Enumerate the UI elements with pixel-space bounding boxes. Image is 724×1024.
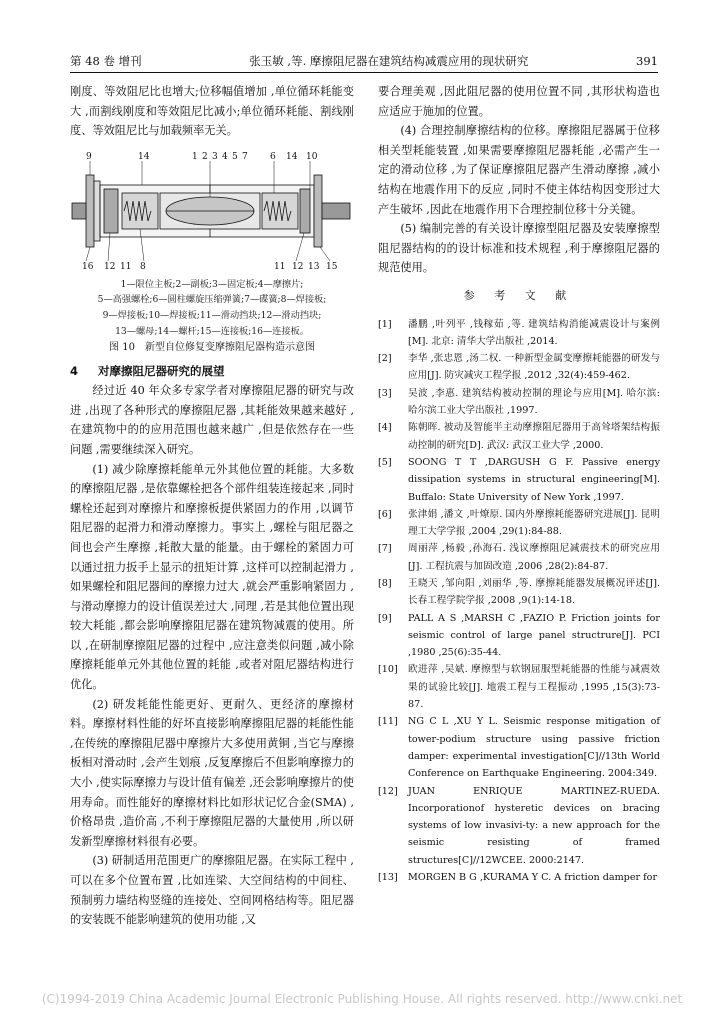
label-top-10: 10	[306, 151, 318, 162]
left-column	[70, 82, 354, 930]
reference-text: 王晓天 ,邹向阳 ,刘丽华 ,等. 摩擦耗能器发展概况评述[J]. 长春工程学院学报 ,2008 ,9(1):14-18.	[408, 577, 660, 607]
reference-number: [4]	[378, 422, 392, 434]
intro-paragraph: 刚度、等效阻尼比也增大;位移幅值增加 ,单位循环耗能变大 ,而割线刚度和等效阻尼比减小;单位循环耗能、割线刚度、等效阻尼比与加载频率无关。	[70, 85, 354, 138]
reference-number: [10]	[378, 664, 398, 676]
reference-item	[378, 661, 660, 713]
reference-text: PALL A S ,MARSH C ,FAZIO P. Friction joints for seismic control of large panel structrure[J]. PCI ,1980 ,25(6):35-44.	[408, 612, 660, 659]
reference-number: [9]	[378, 612, 392, 624]
left-spring-block	[122, 193, 158, 229]
reference-number: [6]	[378, 508, 392, 520]
right-rod	[322, 203, 350, 219]
body-paragraph: (5) 编制完善的有关设计摩擦型阻尼器及安装摩擦型阻尼器结构的的设计标准和技术规程 ,利于摩擦阻尼器的规范使用。	[378, 222, 660, 275]
reference-text: MORGEN B G ,KURAMA Y C. A friction damper for	[408, 872, 658, 884]
reference-item	[378, 540, 660, 575]
label-bottom-11a: 11	[120, 261, 132, 272]
label-top-1: 1	[192, 151, 198, 162]
body-paragraph: 要合理美观 ,因此阻尼器的使用位置不同 ,其形状构造也应适应于施加的位置。	[378, 85, 660, 118]
label-bottom-13: 13	[308, 261, 320, 272]
body-paragraph: (1) 减少除摩擦耗能单元外其他位置的耗能。大多数的摩擦阻尼器 ,是依靠螺栓把各个部件组装连接起来 ,同时螺栓还起到对摩擦片和摩擦板提供紧固力的作用 ,以调节阻尼器的起滑力和滑动摩擦力。事实上 ,螺栓与阻尼器之间也会产生摩擦 ,耗散大量的能量。由于螺栓的紧固力可以通过扭力扳手上显示的扭矩计算 ,这样可以控制起滑力 ,如果螺栓和阻尼器间的摩擦力过大 ,就会严重影响紧固力 ,与滑动摩擦力的设计值误差过大 ,同理 ,若是其他位置出现较大耗能 ,都会影响摩擦阻尼器在建筑物减震的使用。所以 ,在研制摩擦阻尼器的过程中 ,应注意类似问题 ,减小除摩擦耗能单元外其他位置的耗能 ,或者对阻尼器结构进行优化。	[70, 462, 354, 692]
section-heading	[70, 361, 354, 381]
label-top-5: 5	[232, 151, 238, 162]
reference-number: [11]	[378, 716, 398, 728]
figure-caption: 图 10 新型自位修复变摩擦阻尼器构造示意图	[109, 342, 315, 354]
reference-item	[378, 610, 660, 662]
left-rod	[72, 203, 86, 219]
reference-item	[378, 783, 660, 869]
header-rule	[70, 72, 658, 73]
damper-diagram	[70, 145, 354, 275]
copyright-footer: (C)1994-2019 China Academic Journal Electronic Publishing House. All rights reserved. http://www.cnki.net	[41, 992, 683, 1006]
reference-item	[378, 713, 660, 782]
left-inner-plate	[94, 181, 100, 241]
references-heading: 参 考 文 献	[463, 288, 575, 302]
label-top-7: 7	[242, 151, 248, 162]
right-slide-stop	[300, 189, 310, 233]
label-top-6: 6	[270, 151, 276, 162]
label-bottom-8: 8	[140, 261, 146, 272]
reference-text: NG C L ,XU Y L. Seismic response mitigation of tower-podium structure using passive friction damper: experimental investigation[C]//13th World Conference on Earthquake Engineering. 2004:349.	[408, 716, 660, 780]
reference-text: 张津娟 ,潘文 ,叶燎原. 国内外摩擦耗能器研究进展[J]. 昆明理工大学学报 ,2004 ,29(1):84-88.	[408, 508, 660, 538]
reference-number: [1]	[378, 318, 392, 330]
reference-item	[378, 454, 660, 506]
reference-item	[378, 419, 660, 454]
reference-item	[378, 316, 660, 351]
reference-number: [12]	[378, 785, 398, 797]
page-header	[70, 52, 658, 70]
reference-number: [2]	[378, 353, 392, 365]
right-column	[378, 82, 660, 886]
reference-text: JUAN ENRIQUE MARTINEZ-RUEDA. Incorporationof hysteretic devices on bracing systems of low invasivi-ty: a new approach for the seismic resisting of framed structures[C]//12WCEE. 2000:2147.	[408, 785, 660, 866]
reference-number: [5]	[378, 456, 392, 468]
section-title: 对摩擦阻尼器研究的展望	[98, 364, 225, 379]
legend-line: 1—限位主板;2—副板;3—固定板;4—摩擦片;	[120, 278, 304, 290]
reference-number: [8]	[378, 577, 392, 589]
left-end-plate	[86, 175, 94, 247]
reference-text: SOONG T T ,DARGUSH G F. Passive energy dissipation systems in structural engineering[M]. Buffalo: State University of New York ,1997.	[408, 456, 660, 503]
reference-text: 吴波 ,李惠. 建筑结构被动控制的理论与应用[M]. 哈尔滨: 哈尔滨工业大学出版社 ,1997.	[408, 387, 660, 417]
reference-number: [7]	[378, 543, 392, 555]
legend-line: 13—螺母;14—螺杆;15—连接板;16—连接板。	[115, 325, 309, 337]
reference-item	[378, 506, 660, 541]
reference-text: 周丽萍 ,杨毅 ,孙海石. 浅议摩擦阻尼减震技术的研究应用[J]. 工程抗震与加固改造 ,2006 ,28(2):84-87.	[408, 543, 660, 572]
label-top-3: 3	[212, 151, 218, 162]
right-spring-block	[262, 193, 298, 229]
label-top-4: 4	[222, 151, 228, 162]
reference-text: 李华 ,张忠恩 ,汤二权. 一种新型金属变摩擦耗能器的研发与应用[J]. 防灾减灾工程学报 ,2012 ,32(4):459-462.	[408, 353, 660, 382]
label-bottom-12b: 12	[292, 261, 304, 272]
label-top-9: 9	[86, 151, 92, 162]
body-paragraph: 经过近 40 年众多专家学者对摩擦阻尼器的研究与改进 ,出现了各种形式的摩擦阻尼器 ,其耗能效果越来越好 ,在建筑物中的的应用范围也越来越广 ,但是依然存在一些问题 ,需要继续深入研究。	[70, 384, 354, 456]
reference-list	[378, 316, 660, 887]
figure-legend	[70, 277, 354, 339]
reference-text: 陈朝晖. 被动及智能半主动摩擦阻尼器用于高耸塔架结构振动控制的研究[D]. 武汉: 武汉工业大学 ,2000.	[408, 422, 660, 451]
legend-line: 9—焊接板;10—焊接板;11—滑动挡块;12—滑动挡块;	[102, 309, 322, 321]
body-paragraph: (2) 研发耗能性能更好、更耐久、更经济的摩擦材料。摩擦材料性能的好坏直接影响摩擦阻尼器的耗能性能 ,在传统的摩擦阻尼器中摩擦片大多使用黄铜 ,当它与摩擦板相对滑动时 ,会产生划痕 ,反复摩擦后不但影响摩擦力的大小 ,使实际摩擦力与设计值有偏差 ,还会影响摩擦片的使用寿命。而性能好的摩擦材料比如形状记忆合金(SMA) ,价格昂贵 ,造价高 ,不利于摩擦阻尼器的大量使用 ,所以研发新型摩擦材料很有必要。	[70, 697, 354, 848]
label-bottom-16: 16	[82, 261, 94, 272]
page-number: 391	[636, 54, 658, 68]
reference-item	[378, 869, 660, 886]
label-top-14b: 14	[286, 151, 298, 162]
label-top-2: 2	[202, 151, 208, 162]
left-slide-stop	[104, 189, 118, 233]
reference-number: [3]	[378, 387, 392, 399]
reference-item	[378, 575, 660, 610]
right-end-plate	[314, 175, 322, 247]
body-paragraph: (3) 研制适用范围更广的摩擦阻尼器。在实际工程中 ,可以在多个位置布置 ,比如连梁、大空间结构的中间柱、预制剪力墙结构竖缝的连接处、空间网格结构等。阻尼器的安装既不能影响建筑的使用功能 ,又	[70, 854, 354, 927]
reference-text: 潘鹏 ,叶列平 ,钱稼茹 ,等. 建筑结构消能减震设计与案例[M]. 北京: 清华大学出版社 ,2014.	[408, 318, 660, 347]
journal-volume: 第 48 卷 增刊	[70, 54, 142, 68]
running-title: 张玉敏 ,等. 摩擦阻尼器在建筑结构减震应用的现状研究	[249, 54, 529, 68]
section-number: 4	[70, 364, 79, 379]
reference-item	[378, 385, 660, 420]
reference-text: 欧进萍 ,吴斌. 摩擦型与软钢屈服型耗能器的性能与减震效果的试验比较[J]. 地震工程与工程振动 ,1995 ,15(3):73-87.	[408, 664, 660, 711]
label-bottom-15: 15	[326, 261, 338, 272]
body-paragraph: (4) 合理控制摩擦结构的位移。摩擦阻尼器属于位移相关型耗能装置 ,如果需要摩擦阻尼器耗能 ,必需产生一定的滑动位移 ,为了保证摩擦阻尼器产生滑动摩擦 ,减小结构在地震作用下的反应 ,同时不使主体结构因变形过大产生破坏 ,因此在地震作用下合理控制位移十分关键。	[378, 124, 660, 216]
label-bottom-11b: 11	[274, 261, 286, 272]
label-bottom-12a: 12	[104, 261, 116, 272]
reference-item	[378, 350, 660, 385]
reference-number: [13]	[378, 872, 398, 884]
legend-line: 5—高强螺栓;6—圆柱螺旋压缩弹簧;7—碟簧;8—焊接板;	[97, 294, 327, 306]
damper-figure	[70, 145, 354, 275]
label-top-14a: 14	[138, 151, 150, 162]
